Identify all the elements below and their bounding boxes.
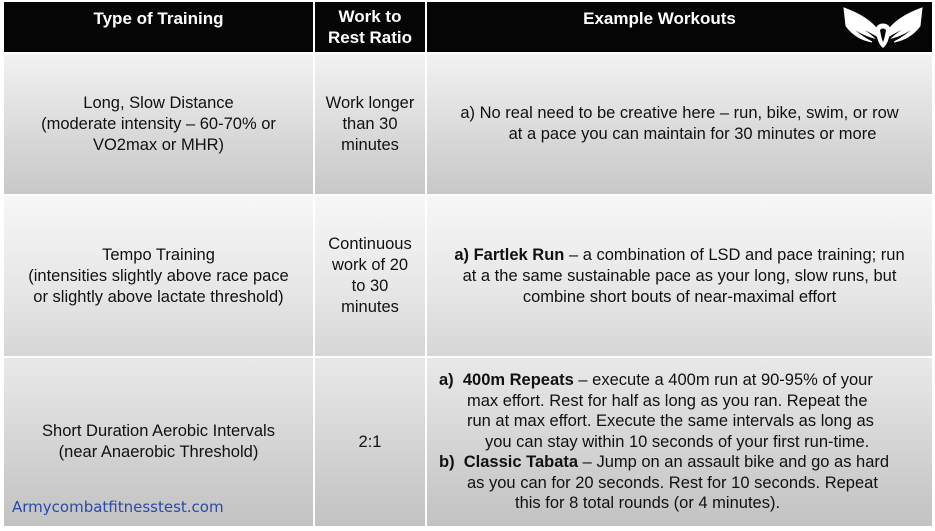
row3-type: Short Duration Aerobic Intervals (near Anaerobic Threshold) bbox=[4, 358, 313, 526]
tabata-item: b) Classic Tabata – Jump on an assault bike and go as hard bbox=[439, 453, 890, 472]
row2-workouts: a) Fartlek Run – a combination of LSD and pace training; run at a the same sustainable pace as your long, slow runs, but combine short bouts of near-maximal effort bbox=[427, 196, 932, 356]
repeats-label: 400m Repeats bbox=[462, 371, 574, 390]
header-work-rest-ratio: Work to Rest Ratio bbox=[315, 2, 425, 52]
row2-type: Tempo Training (intensities slightly above race pace or slightly above lactate threshold) bbox=[4, 196, 313, 356]
header-col1-label: Type of Training bbox=[93, 9, 224, 28]
row3-workouts: a) 400m Repeats – execute a 400m run at 90-95% of your max effort. Rest for half as long as you ran. Repeat the run at max effort. Execute the same intervals as long as you can stay within 10 seconds of your first run-time. b) Classic Tabata – Jump on an assault bike and go as hard as you can for 20 seconds. Rest for 10 seconds. Repeat this for 8 total rounds (or 4 minutes). bbox=[427, 358, 932, 526]
row3-ratio: 2:1 bbox=[315, 358, 425, 526]
repeats-item: a) 400m Repeats – execute a 400m run at 90-95% of your bbox=[439, 371, 873, 390]
fartlek-run-label: a) Fartlek Run bbox=[454, 245, 565, 264]
row1-type: Long, Slow Distance (moderate intensity – 60-70% or VO2max or MHR) bbox=[4, 54, 313, 194]
tabata-label: Classic Tabata bbox=[463, 453, 579, 472]
header-type-of-training bbox=[4, 2, 313, 52]
header-col3-label: Example Workouts bbox=[583, 9, 736, 28]
winged-emblem-icon bbox=[840, 4, 926, 50]
training-table bbox=[4, 2, 932, 526]
site-watermark: Armycombatfitnesstest.com bbox=[12, 498, 224, 516]
row1-ratio: Work longer than 30 minutes bbox=[315, 54, 425, 194]
row1-workouts: a) No real need to be creative here – run, bike, swim, or row at a pace you can maintain for 30 minutes or more bbox=[427, 54, 932, 194]
row2-ratio: Continuous work of 20 to 30 minutes bbox=[315, 196, 425, 356]
